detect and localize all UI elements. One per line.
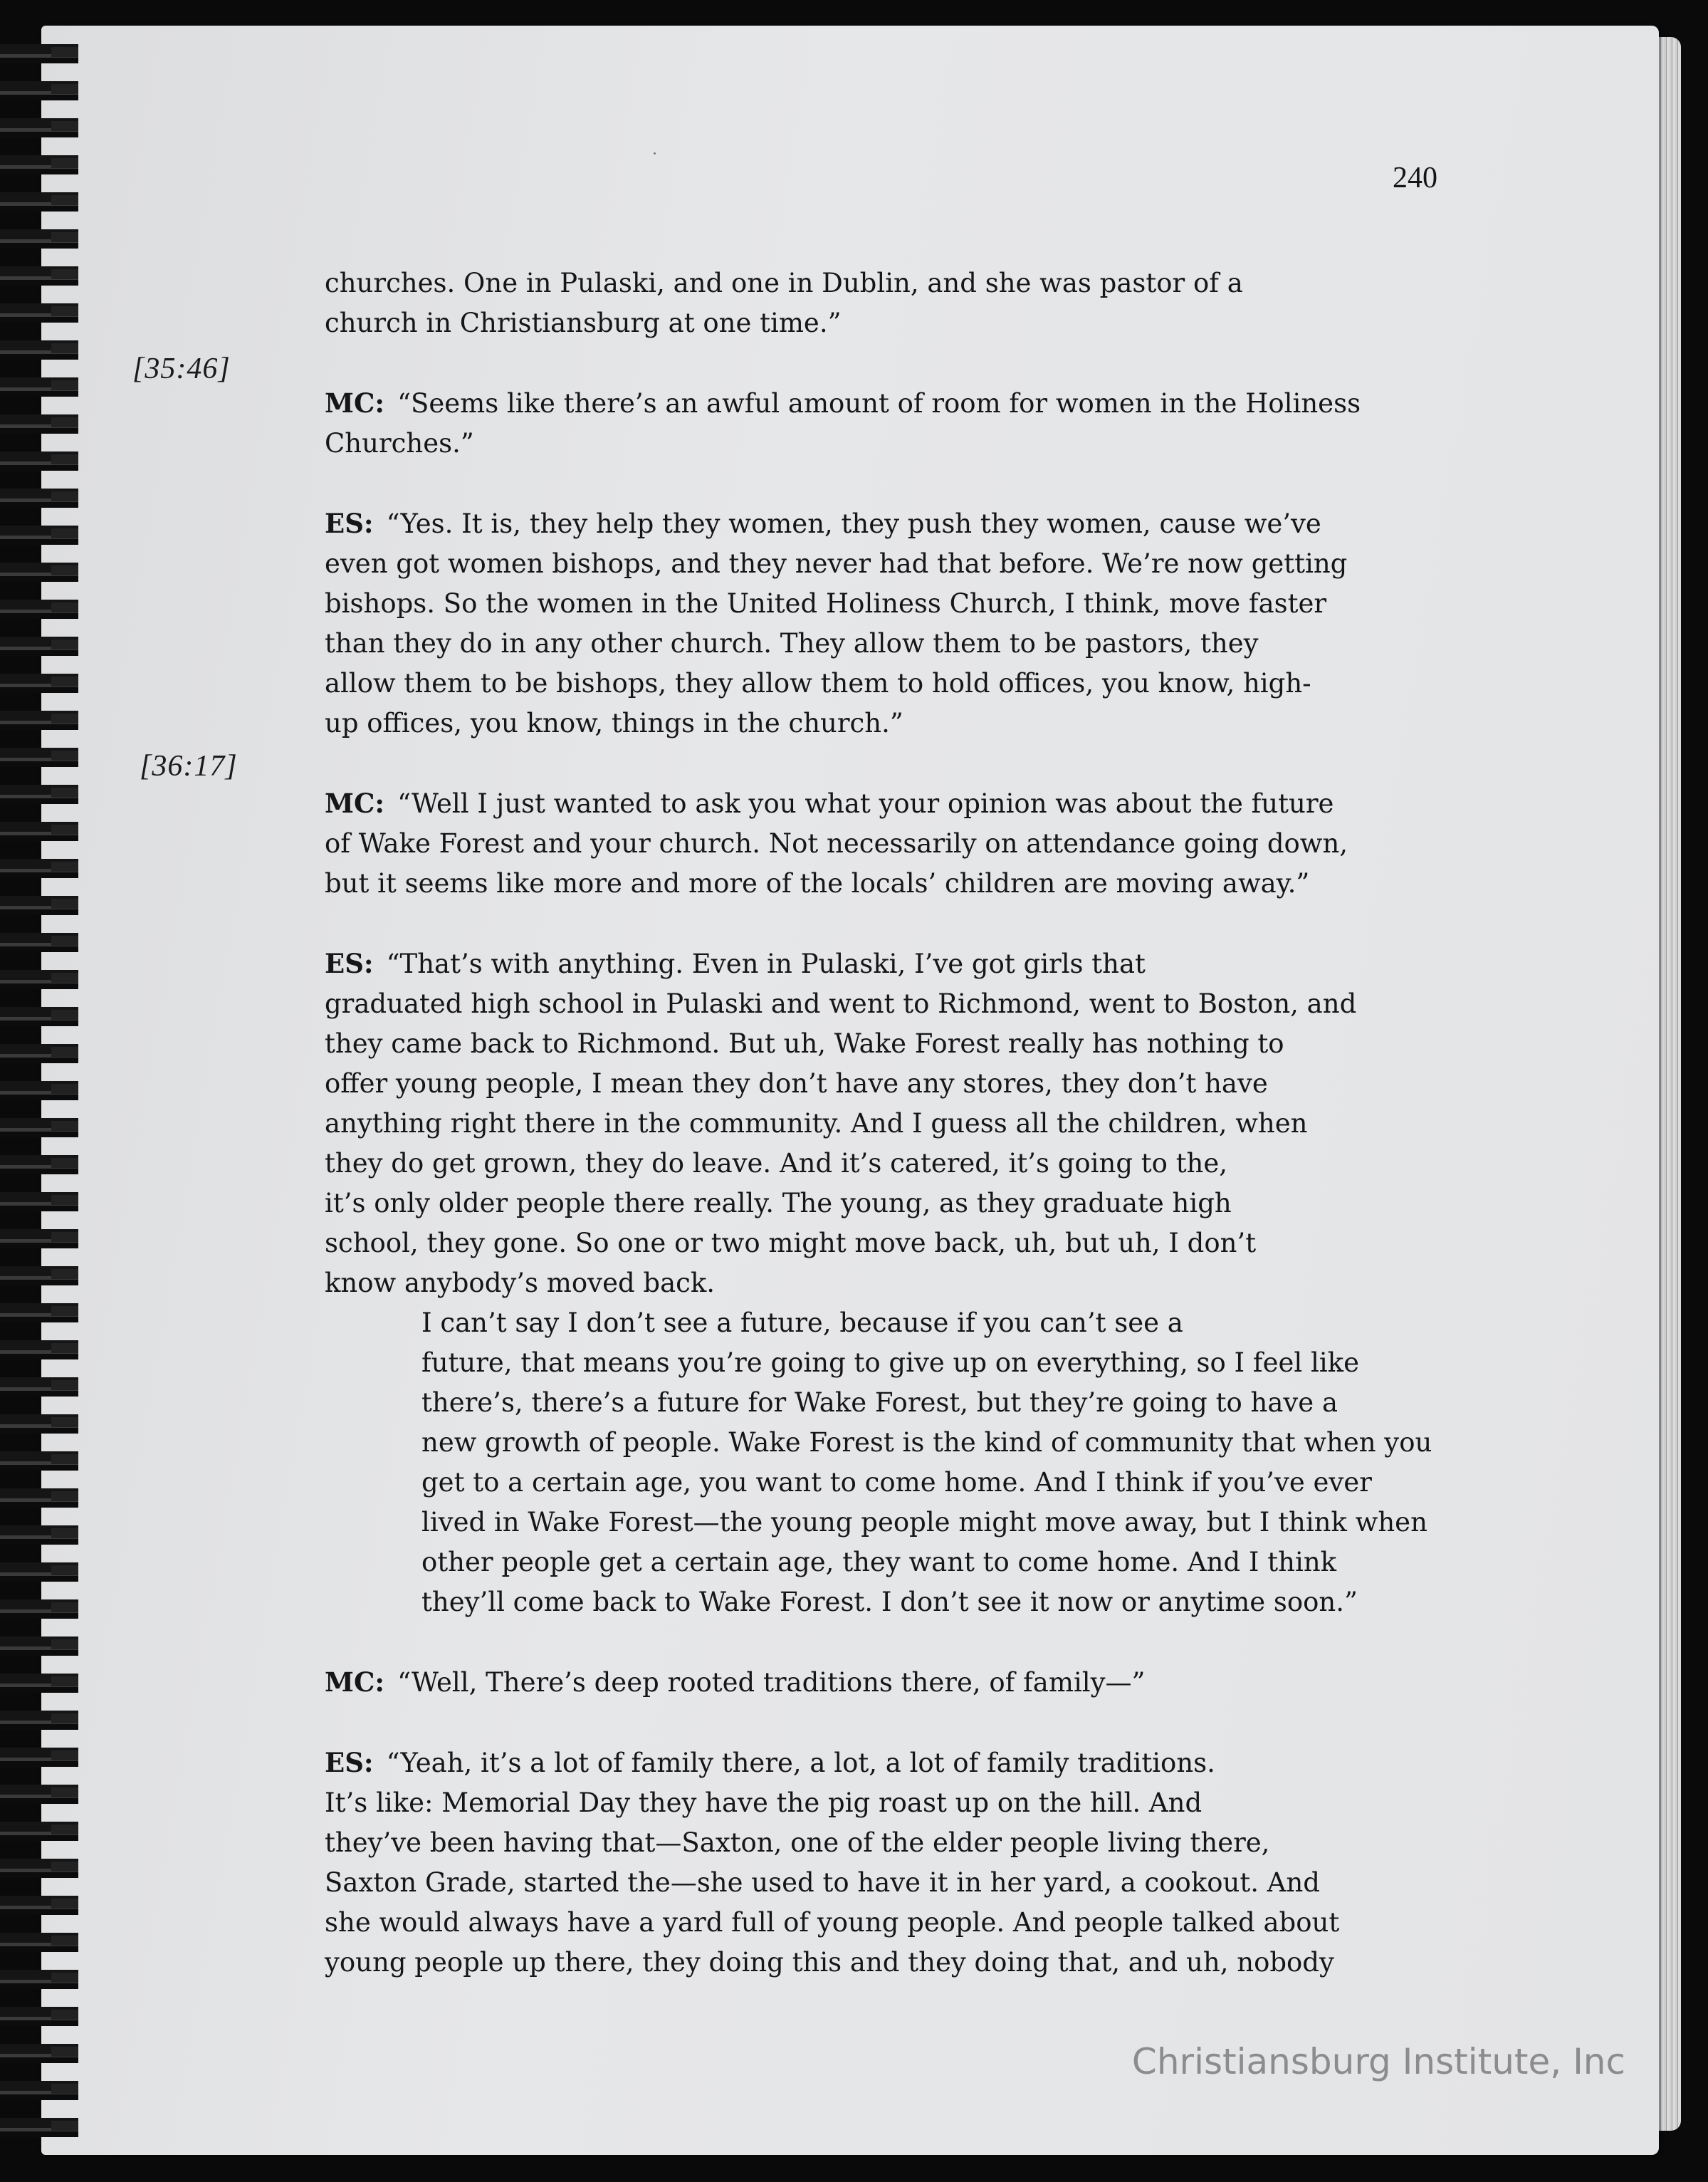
transcript-line <box>325 824 1514 864</box>
transcript-line <box>325 1184 1514 1223</box>
document-page <box>41 26 1659 2155</box>
speaker-label: MC: <box>325 1666 385 1698</box>
speaker-label: MC: <box>325 788 385 819</box>
transcript-paragraph <box>325 383 1514 464</box>
transcript-line <box>325 704 1514 743</box>
page-speck <box>654 152 656 155</box>
line-text: lived in Wake Forest—the young people might move away, but I think when <box>421 1507 1427 1538</box>
transcript-line <box>325 544 1514 584</box>
line-text: I can’t say I don’t see a future, because if you can’t see a <box>421 1307 1183 1338</box>
transcript-line <box>325 503 1514 544</box>
line-text: anything right there in the community. And I guess all the children, when <box>325 1108 1308 1139</box>
timestamp-marker: [35:46] <box>132 353 231 385</box>
transcript-line <box>325 424 1514 464</box>
line-text: “Yes. It is, they help they women, they push they women, cause we’ve <box>386 508 1321 539</box>
line-text: graduated high school in Pulaski and went to Richmond, went to Boston, and <box>325 988 1357 1019</box>
transcript-line <box>325 1463 1514 1503</box>
transcript-line <box>325 783 1514 824</box>
line-text: of Wake Forest and your church. Not necessarily on attendance going down, <box>325 828 1348 859</box>
line-text: get to a certain age, you want to come home. And I think if you’ve ever <box>421 1467 1372 1498</box>
line-text: they do get grown, they do leave. And it’s catered, it’s going to the, <box>325 1148 1228 1179</box>
line-text: they came back to Richmond. But uh, Wake Forest really has nothing to <box>325 1028 1284 1059</box>
transcript-line <box>325 1863 1514 1903</box>
transcript-body <box>325 263 1514 2022</box>
line-text: future, that means you’re going to give up on everything, so I feel like <box>421 1347 1359 1378</box>
transcript-line <box>325 864 1514 904</box>
line-text: they’ve been having that—Saxton, one of the elder people living there, <box>325 1827 1270 1858</box>
line-text: there’s, there’s a future for Wake Forest, but they’re going to have a <box>421 1387 1338 1418</box>
transcript-line <box>325 1104 1514 1144</box>
transcript-line <box>325 1662 1514 1703</box>
transcript-line <box>325 1383 1514 1423</box>
line-text: new growth of people. Wake Forest is the kind of community that when you <box>421 1427 1432 1458</box>
transcript-line <box>325 584 1514 624</box>
page-number: 240 <box>1393 162 1437 194</box>
transcript-line <box>325 263 1514 303</box>
line-text: young people up there, they doing this and they doing that, and uh, nobody <box>325 1947 1334 1978</box>
watermark: Christiansburg Institute, Inc <box>1131 2041 1625 2082</box>
transcript-line <box>325 1542 1514 1582</box>
line-text: “Seems like there’s an awful amount of room for women in the Holiness <box>397 388 1361 419</box>
transcript-line <box>325 1423 1514 1463</box>
transcript-line <box>325 1064 1514 1104</box>
transcript-line <box>325 1903 1514 1943</box>
speaker-label: ES: <box>325 508 374 539</box>
speaker-label: MC: <box>325 387 385 419</box>
transcript-line <box>325 624 1514 664</box>
line-text: they’ll come back to Wake Forest. I don’t see it now or anytime soon.” <box>421 1587 1358 1617</box>
line-text: “Well I just wanted to ask you what your opinion was about the future <box>397 788 1334 819</box>
transcript-line <box>325 1343 1514 1383</box>
transcript-line <box>325 1024 1514 1064</box>
transcript-line <box>325 1783 1514 1823</box>
transcript-line <box>325 1823 1514 1863</box>
line-text: know anybody’s moved back. <box>325 1268 716 1298</box>
line-text: bishops. So the women in the United Holiness Church, I think, move faster <box>325 588 1327 619</box>
speaker-label: ES: <box>325 948 374 979</box>
transcript-line <box>325 1144 1514 1184</box>
transcript-line <box>325 664 1514 704</box>
transcript-line <box>325 1743 1514 1783</box>
transcript-line <box>325 1503 1514 1542</box>
transcript-paragraph <box>325 1662 1514 1703</box>
line-text: it’s only older people there really. The young, as they graduate high <box>325 1188 1232 1218</box>
line-text: up offices, you know, things in the church.” <box>325 708 903 738</box>
line-text: but it seems like more and more of the locals’ children are moving away.” <box>325 868 1310 899</box>
line-text: churches. One in Pulaski, and one in Dublin, and she was pastor of a <box>325 268 1243 298</box>
spiral-binding <box>0 40 78 2148</box>
transcript-line <box>325 984 1514 1024</box>
line-text: “That’s with anything. Even in Pulaski, I’ve got girls that <box>386 949 1146 979</box>
transcript-paragraph <box>325 1743 1514 1983</box>
transcript-line <box>325 1582 1514 1622</box>
transcript-line <box>325 303 1514 343</box>
transcript-line <box>325 1303 1514 1343</box>
transcript-paragraph <box>325 1303 1514 1622</box>
transcript-paragraph <box>325 944 1514 1303</box>
line-text: Saxton Grade, started the—she used to have it in her yard, a cookout. And <box>325 1867 1320 1898</box>
line-text: It’s like: Memorial Day they have the pig roast up on the hill. And <box>325 1787 1203 1818</box>
speaker-label: ES: <box>325 1747 374 1778</box>
transcript-line <box>325 1943 1514 1983</box>
line-text: allow them to be bishops, they allow them to hold offices, you know, high- <box>325 668 1311 699</box>
transcript-paragraph <box>325 783 1514 904</box>
line-text: she would always have a yard full of young people. And people talked about <box>325 1907 1340 1938</box>
line-text: “Well, There’s deep rooted traditions there, of family—” <box>397 1667 1146 1698</box>
line-text: offer young people, I mean they don’t have any stores, they don’t have <box>325 1068 1268 1099</box>
transcript-line <box>325 944 1514 984</box>
transcript-paragraph <box>325 503 1514 743</box>
transcript-line <box>325 1263 1514 1303</box>
line-text: “Yeah, it’s a lot of family there, a lot, a lot of family traditions. <box>386 1748 1215 1778</box>
line-text: other people get a certain age, they want to come home. And I think <box>421 1547 1337 1577</box>
timestamp-marker: [36:17] <box>140 750 238 783</box>
line-text: than they do in any other church. They allow them to be pastors, they <box>325 628 1259 659</box>
line-text: church in Christiansburg at one time.” <box>325 308 842 338</box>
transcript-line <box>325 1223 1514 1263</box>
line-text: Churches.” <box>325 428 474 459</box>
line-text: school, they gone. So one or two might move back, uh, but uh, I don’t <box>325 1228 1257 1258</box>
transcript-line <box>325 383 1514 424</box>
transcript-paragraph <box>325 263 1514 343</box>
line-text: even got women bishops, and they never had that before. We’re now getting <box>325 548 1348 579</box>
